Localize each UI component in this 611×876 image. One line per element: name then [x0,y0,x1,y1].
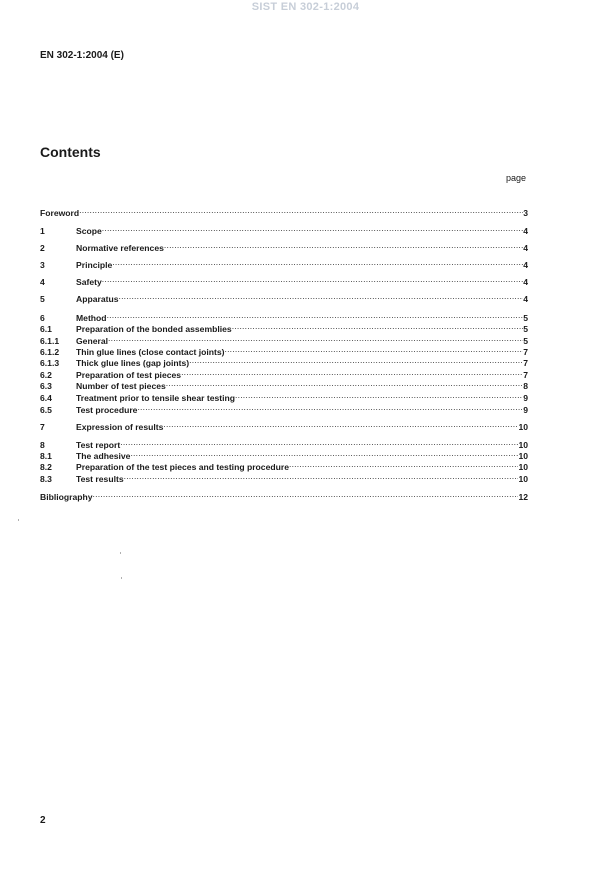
toc-dot-leader [164,239,523,251]
scan-speck [120,552,121,554]
toc-entry-title: Thin glue lines (close contact joints) [76,347,225,357]
toc-entry-page: 5 [523,324,528,334]
toc-entry-number: 6.1.3 [40,358,60,368]
toc-entry-title: Apparatus [76,294,119,304]
toc-entry-title: Thick glue lines (gap joints) [76,358,190,368]
toc-entry-page: 7 [523,347,528,357]
toc-entry-title: Expression of results [76,422,164,432]
toc-entry-number: 8.1 [40,451,52,461]
toc-entry-preparation-of-bonded-assemblies[interactable] [40,320,528,332]
toc-entry-number: 8 [40,440,45,450]
toc-entry-title: Method [76,313,107,323]
toc-dot-leader [137,401,523,413]
toc-entry-number: 6.3 [40,381,52,391]
toc-entry-number: 2 [40,243,45,253]
toc-entry-number: 6.1.2 [40,347,60,357]
toc-dot-leader [232,320,524,332]
page-column-label: page [505,173,526,183]
toc-entry-test-results[interactable] [40,470,528,482]
toc-entry-bibliography[interactable] [40,488,528,500]
toc-entry-principle[interactable] [40,256,528,268]
toc-entry-page: 4 [523,243,528,253]
document-code: EN 302-1:2004 (E) [40,50,124,61]
page-number: 2 [40,815,46,826]
toc-dot-leader [189,354,523,366]
toc-entry-page: 10 [518,440,528,450]
toc-entry-apparatus[interactable] [40,290,528,302]
toc-entry-number: 1 [40,226,45,236]
toc-dot-leader [79,204,523,216]
toc-entry-title: General [76,336,109,346]
toc-entry-test-procedure[interactable] [40,401,528,413]
toc-dot-leader [166,377,523,389]
toc-entry-number: 6.1.1 [40,336,60,346]
toc-entry-title: Foreword [40,208,80,218]
toc-entry-title: Principle [76,260,113,270]
toc-entry-number: 6.5 [40,405,52,415]
toc-entry-title: Number of test pieces [76,381,166,391]
toc-entry-expression-of-results[interactable] [40,418,528,430]
toc-entry-title: Preparation of the test pieces and testing procedure [76,462,289,472]
toc-entry-preparation-and-testing[interactable] [40,458,528,470]
toc-dot-leader [102,222,523,234]
toc-entry-number: 6 [40,313,45,323]
toc-entry-number: 6.2 [40,370,52,380]
toc-entry-number: 3 [40,260,45,270]
toc-entry-title: Test procedure [76,405,138,415]
toc-entry-page: 5 [523,313,528,323]
toc-entry-title: Treatment prior to tensile shear testing [76,393,236,403]
toc-entry-page: 4 [523,226,528,236]
toc-entry-scope[interactable] [40,222,528,234]
toc-entry-title: Test results [76,474,124,484]
toc-entry-title: Normative references [76,243,164,253]
toc-entry-number: 6.1 [40,324,52,334]
toc-entry-page: 10 [518,474,528,484]
toc-entry-number: 8.3 [40,474,52,484]
toc-dot-leader [112,256,523,268]
toc-entry-thick-glue-lines[interactable] [40,354,528,366]
toc-entry-page: 4 [523,294,528,304]
toc-entry-page: 10 [518,451,528,461]
toc-entry-page: 4 [523,277,528,287]
toc-entry-page: 10 [518,422,528,432]
toc-entry-safety[interactable] [40,273,528,285]
toc-entry-title: Test report [76,440,121,450]
toc-entry-treatment-prior[interactable] [40,389,528,401]
toc-entry-page: 8 [523,381,528,391]
toc-entry-page: 7 [523,358,528,368]
toc-entry-page: 9 [523,405,528,415]
toc-entry-title: Bibliography [40,492,93,502]
contents-heading: Contents [40,144,101,160]
toc-entry-page: 4 [523,260,528,270]
toc-dot-leader [102,273,523,285]
toc-entry-title: Preparation of test pieces [76,370,182,380]
toc-entry-number: 5 [40,294,45,304]
toc-entry-number: 4 [40,277,45,287]
toc-entry-page: 5 [523,336,528,346]
toc-entry-number-of-test-pieces[interactable] [40,377,528,389]
watermark-text: SIST EN 302-1:2004 [251,1,360,13]
toc-entry-normative-references[interactable] [40,239,528,251]
scan-speck [18,519,19,521]
toc-entry-page: 9 [523,393,528,403]
toc-entry-foreword[interactable] [40,204,528,216]
toc-dot-leader [93,488,519,500]
toc-entry-number: 8.2 [40,462,52,472]
toc-dot-leader [119,290,524,302]
toc-entry-title: Scope [76,226,102,236]
toc-entry-title: Preparation of the bonded assemblies [76,324,232,334]
toc-entry-number: 7 [40,422,45,432]
toc-entry-page: 12 [518,492,528,502]
toc-entry-page: 7 [523,370,528,380]
toc-dot-leader [163,418,518,430]
toc-entry-page: 3 [523,208,528,218]
toc-entry-page: 10 [518,462,528,472]
toc-dot-leader [235,389,523,401]
toc-entry-title: Safety [76,277,102,287]
scan-speck [121,577,122,579]
toc-dot-leader [124,470,519,482]
toc-dot-leader [289,458,518,470]
toc-entry-number: 6.4 [40,393,52,403]
toc-entry-title: The adhesive [76,451,131,461]
